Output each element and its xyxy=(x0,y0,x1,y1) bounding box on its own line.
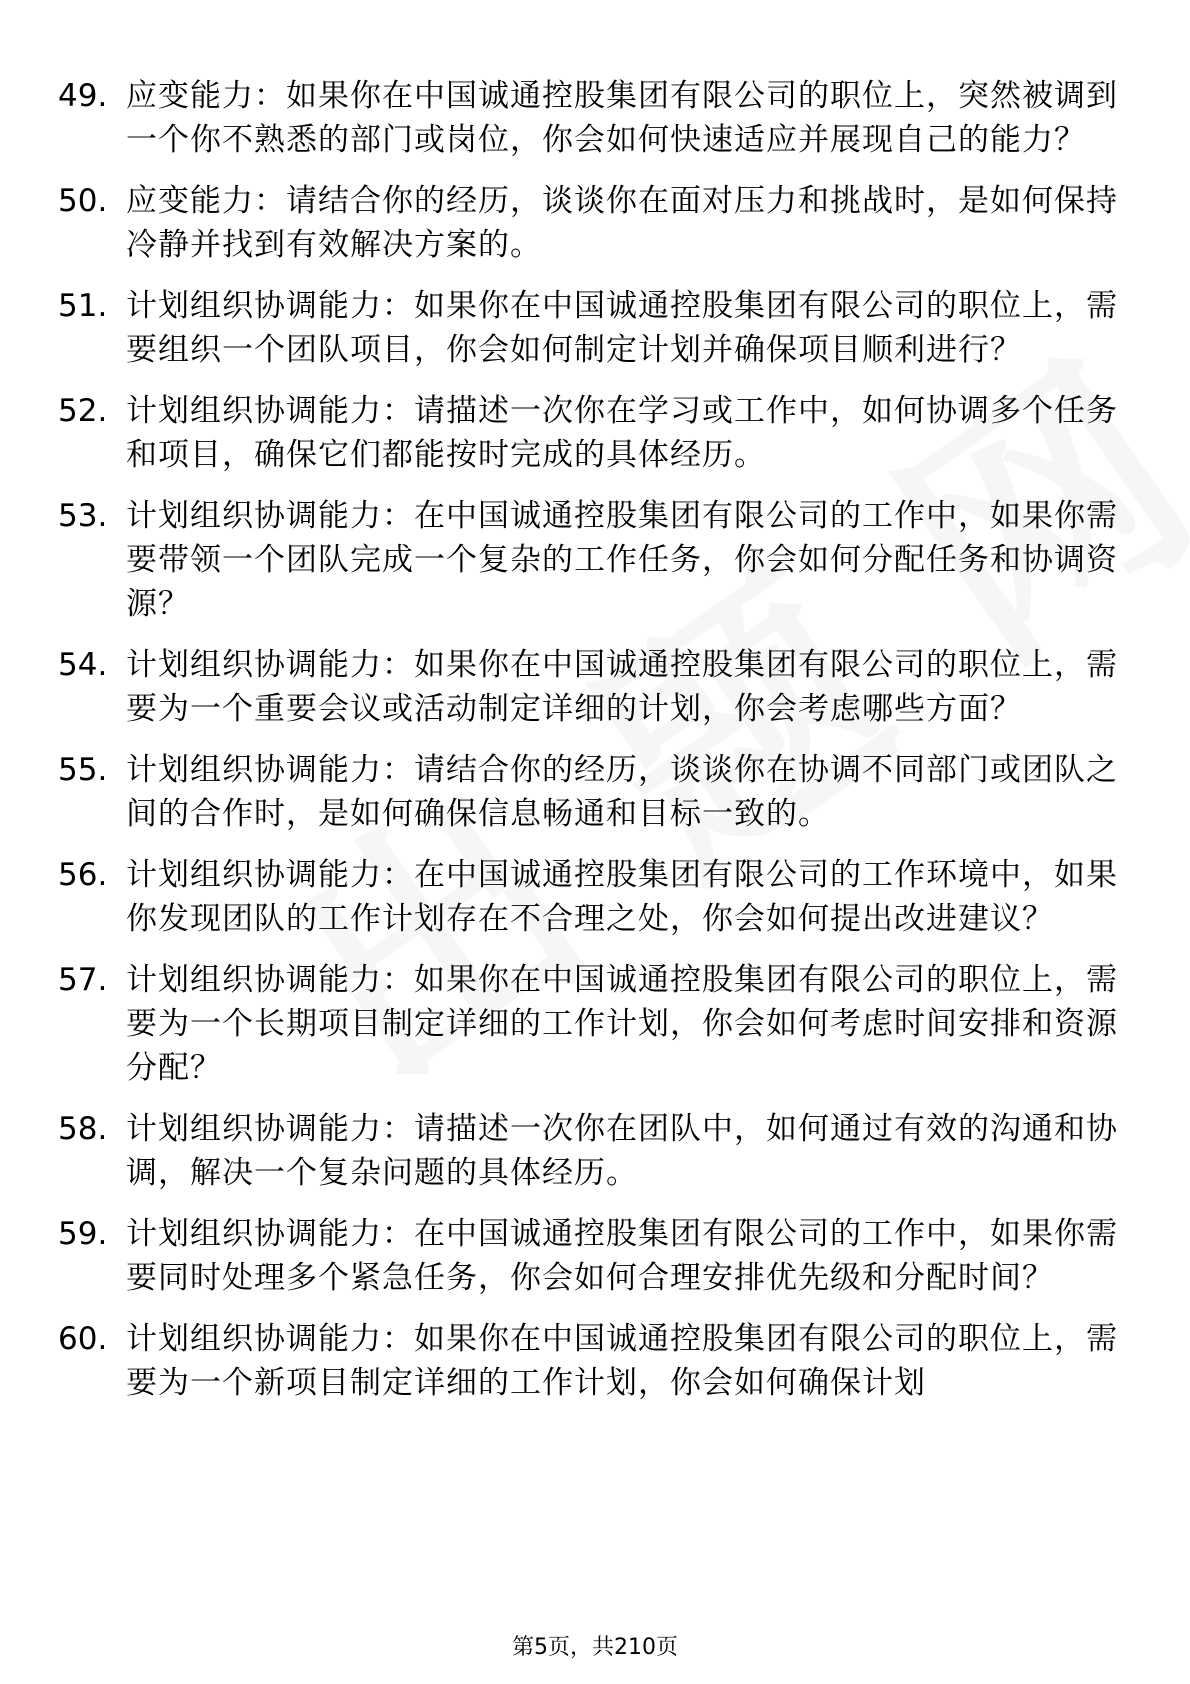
question-text: 计划组织协调能力：如果你在中国诚通控股集团有限公司的职位上，需要为一个新项目制定详细的工作计划，你会如何确保计划 xyxy=(126,1321,1118,1401)
question-number: 56. xyxy=(58,857,108,893)
list-item xyxy=(58,1317,1138,1405)
question-number: 59. xyxy=(58,1216,108,1252)
question-text: 计划组织协调能力：在中国诚通控股集团有限公司的工作中，如果你需要带领一个团队完成一个复杂的工作任务，你会如何分配任务和协调资源？ xyxy=(126,498,1118,622)
question-number: 49. xyxy=(58,78,108,114)
list-item xyxy=(58,853,1138,941)
question-number: 58. xyxy=(58,1111,108,1147)
question-text: 计划组织协调能力：如果你在中国诚通控股集团有限公司的职位上，需要为一个长期项目制定详细的工作计划，你会如何考虑时间安排和资源分配？ xyxy=(126,962,1118,1086)
question-list xyxy=(58,74,1138,1422)
question-text: 计划组织协调能力：如果你在中国诚通控股集团有限公司的职位上，需要组织一个团队项目，你会如何制定计划并确保项目顺利进行？ xyxy=(126,288,1118,368)
list-item xyxy=(58,494,1138,626)
question-number: 57. xyxy=(58,962,108,998)
question-text: 计划组织协调能力：在中国诚通控股集团有限公司的工作环境中，如果你发现团队的工作计划存在不合理之处，你会如何提出改进建议？ xyxy=(126,857,1118,937)
question-text: 应变能力：请结合你的经历，谈谈你在面对压力和挑战时，是如何保持冷静并找到有效解决方案的。 xyxy=(126,183,1118,263)
list-item xyxy=(58,179,1138,267)
question-number: 52. xyxy=(58,393,108,429)
question-text: 计划组织协调能力：如果你在中国诚通控股集团有限公司的职位上，需要为一个重要会议或活动制定详细的计划，你会考虑哪些方面？ xyxy=(126,647,1118,727)
list-item xyxy=(58,643,1138,731)
question-text: 计划组织协调能力：请描述一次你在学习或工作中，如何协调多个任务和项目，确保它们都能按时完成的具体经历。 xyxy=(126,393,1118,473)
question-text: 应变能力：如果你在中国诚通控股集团有限公司的职位上，突然被调到一个你不熟悉的部门或岗位，你会如何快速适应并展现自己的能力？ xyxy=(126,78,1118,158)
question-number: 50. xyxy=(58,183,108,219)
list-item xyxy=(58,958,1138,1090)
list-item xyxy=(58,74,1138,162)
question-text: 计划组织协调能力：在中国诚通控股集团有限公司的工作中，如果你需要同时处理多个紧急任务，你会如何合理安排优先级和分配时间？ xyxy=(126,1216,1118,1296)
question-number: 51. xyxy=(58,288,108,324)
list-item xyxy=(58,284,1138,372)
question-text: 计划组织协调能力：请描述一次你在团队中，如何通过有效的沟通和协调，解决一个复杂问题的具体经历。 xyxy=(126,1111,1118,1191)
list-item xyxy=(58,1212,1138,1300)
question-number: 53. xyxy=(58,498,108,534)
list-item xyxy=(58,389,1138,477)
page-footer: 第5页，共210页 xyxy=(512,1635,678,1660)
list-item xyxy=(58,748,1138,836)
question-number: 60. xyxy=(58,1321,108,1357)
question-number: 55. xyxy=(58,752,108,788)
question-text: 计划组织协调能力：请结合你的经历，谈谈你在协调不同部门或团队之间的合作时，是如何确保信息畅通和目标一致的。 xyxy=(126,752,1118,832)
list-item xyxy=(58,1107,1138,1195)
question-number: 54. xyxy=(58,647,108,683)
